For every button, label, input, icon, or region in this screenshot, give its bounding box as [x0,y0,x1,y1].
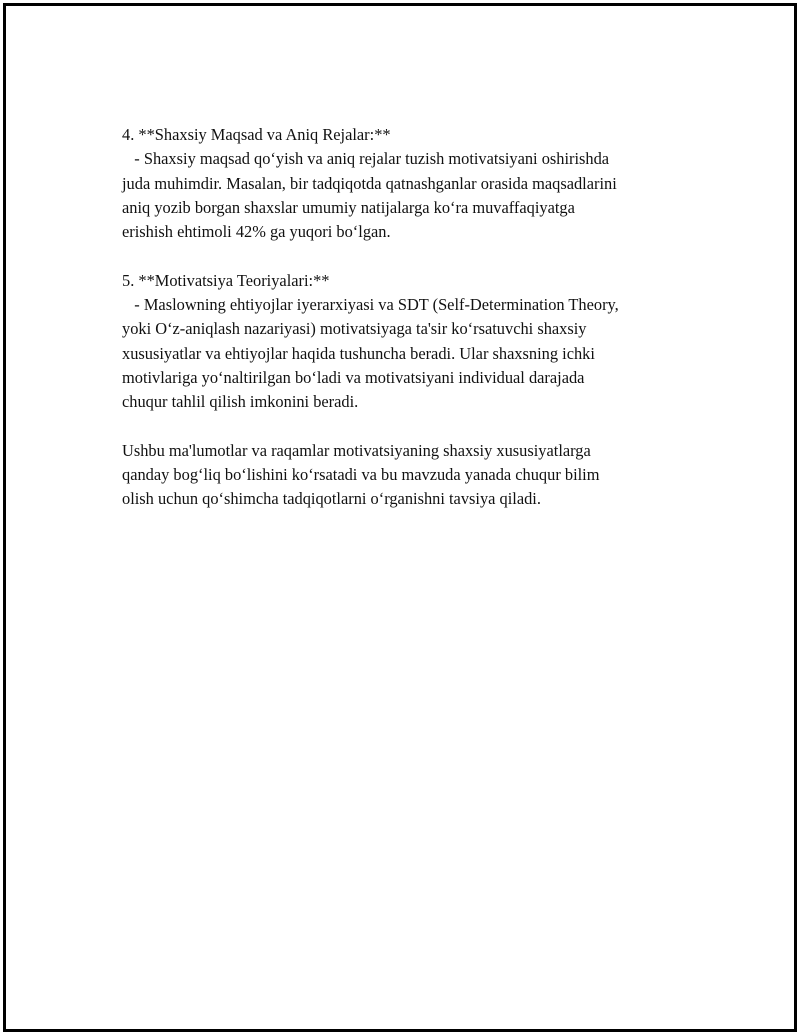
paragraph-line: erishish ehtimoli 42% ga yuqori bo‘lgan. [122,222,391,242]
section-5 [122,269,692,415]
paragraph-line: juda muhimdir. Masalan, bir tadqiqotda qatnashganlar orasida maqsadlarini [122,173,617,193]
paragraph-gap [122,244,692,268]
section-heading: 4. **Shaxsiy Maqsad va Aniq Rejalar:** [122,125,391,144]
paragraph-line: - Shaxsiy maqsad qo‘yish va aniq rejalar tuzish motivatsiyani oshirishda [122,149,610,169]
paragraph-line: yoki O‘z-aniqlash nazariyasi) motivatsiyaga ta'sir ko‘rsatuvchi shaxsiy [122,319,587,339]
conclusion-paragraph [122,439,692,512]
paragraph-line: qanday bog‘liq bo‘lishini ko‘rsatadi va bu mavzuda yanada chuqur bilim [122,465,600,485]
page-border [3,3,797,1032]
paragraph-line: aniq yozib borgan shaxslar umumiy natijalarga ko‘ra muvaffaqiyatga [122,197,575,217]
paragraph-line: motivlariga yo‘naltirilgan bo‘ladi va motivatsiyani individual darajada [122,367,585,387]
paragraph-line: - Maslowning ehtiyojlar iyerarxiyasi va SDT (Self-Determination Theory, [122,295,619,315]
document-body [122,123,692,512]
paragraph-line: Ushbu ma'lumotlar va raqamlar motivatsiyaning shaxsiy xususiyatlarga [122,440,591,460]
paragraph-line: chuqur tahlil qilish imkonini beradi. [122,392,359,412]
paragraph-line: olish uchun qo‘shimcha tadqiqotlarni o‘rganishni tavsiya qiladi. [122,489,541,509]
section-4 [122,123,692,244]
paragraph-line: xususiyatlar va ehtiyojlar haqida tushuncha beradi. Ular shaxsning ichki [122,343,595,363]
paragraph-gap [122,415,692,439]
section-heading: 5. **Motivatsiya Teoriyalari:** [122,270,330,290]
